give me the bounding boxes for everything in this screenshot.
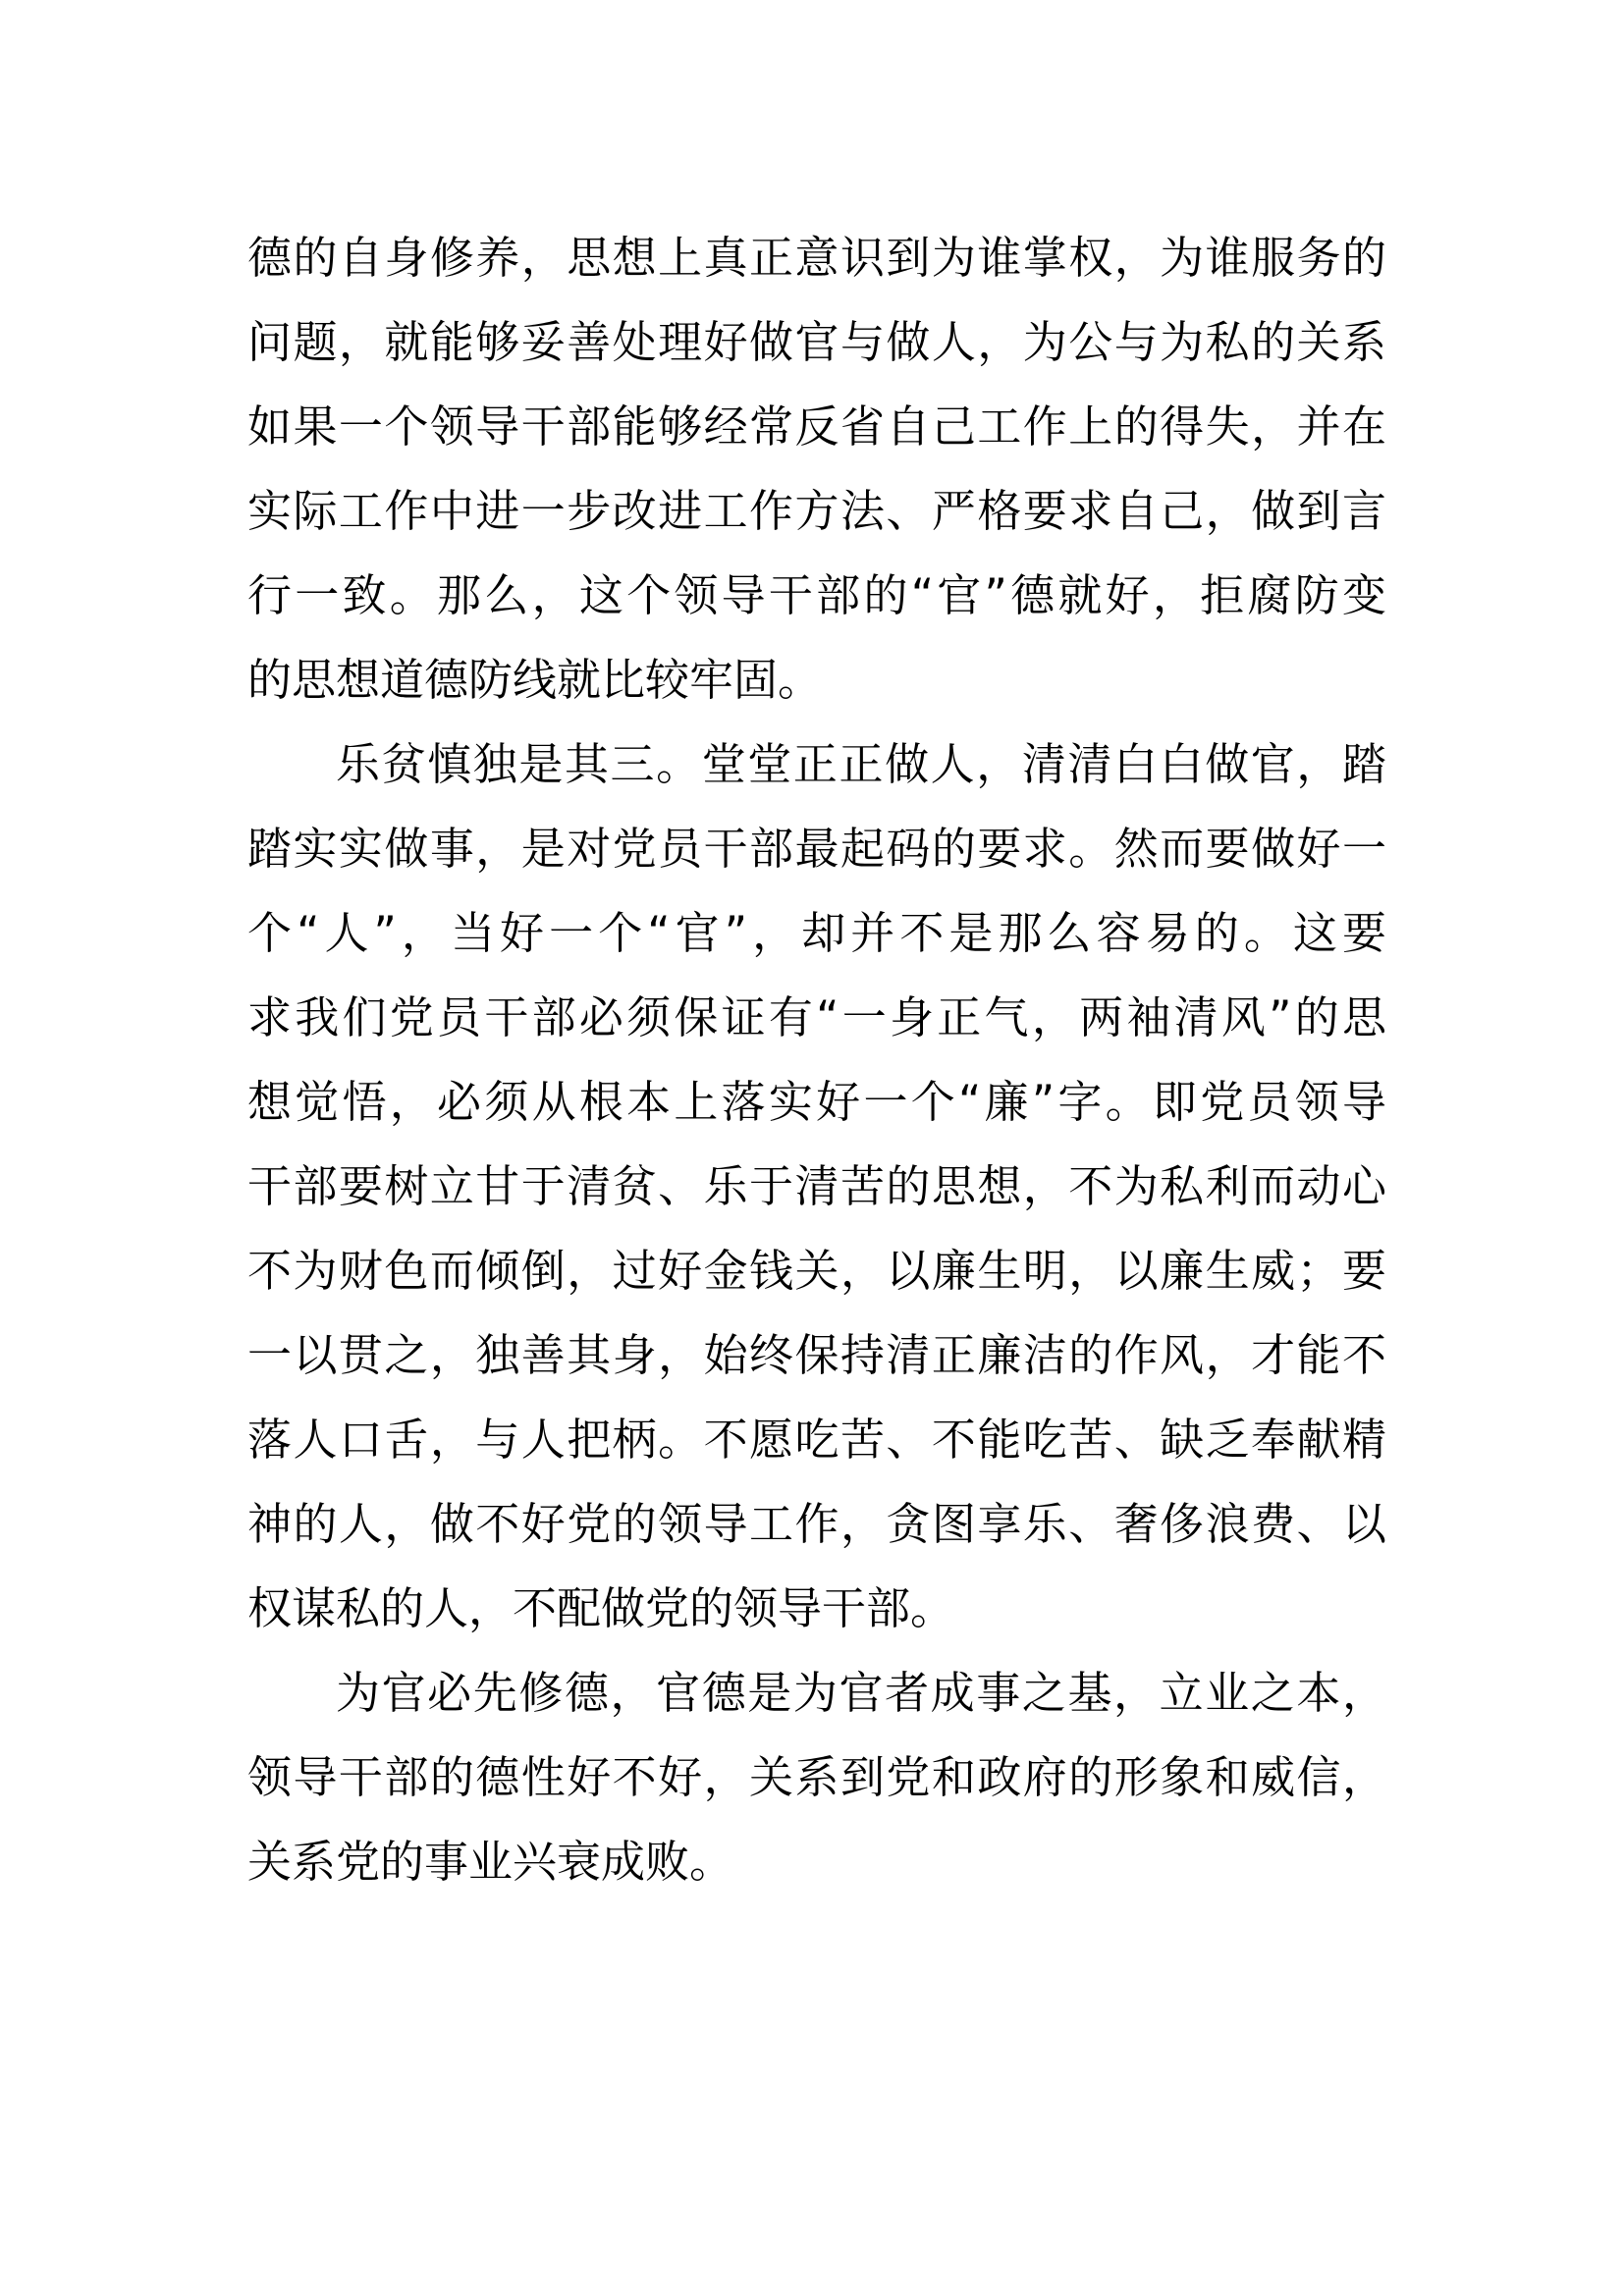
text-line: 个“人”，当好一个“官”，却并不是那么容易的。这要 — [247, 907, 1386, 959]
text-line: 权谋私的人，不配做党的领导干部。 — [247, 1582, 955, 1634]
text-line: 的思想道德防线就比较牢固。 — [247, 654, 823, 706]
text-line: 不为财色而倾倒，过好金钱关，以廉生明，以廉生威；要 — [247, 1245, 1386, 1297]
text-line: 一以贯之，独善其身，始终保持清正廉洁的作风，才能不 — [247, 1329, 1386, 1381]
text-line: 为官必先修德，官德是为官者成事之基，立业之本， — [336, 1667, 1386, 1719]
text-line: 踏实实做事，是对党员干部最起码的要求。然而要做好一 — [247, 823, 1386, 875]
body-text — [247, 216, 1386, 1904]
text-line: 乐贫慎独是其三。堂堂正正做人，清清白白做官，踏 — [336, 738, 1386, 790]
text-line: 神的人，做不好党的领导工作，贪图享乐、奢侈浪费、以 — [247, 1498, 1386, 1550]
text-line: 关系党的事业兴衰成败。 — [247, 1836, 734, 1888]
text-line: 想觉悟，必须从根本上落实好一个“廉”字。即党员领导 — [247, 1076, 1386, 1128]
text-line: 实际工作中进一步改进工作方法、严格要求自己，做到言 — [247, 485, 1386, 537]
text-line: 如果一个领导干部能够经常反省自己工作上的得失，并在 — [247, 400, 1386, 453]
text-line: 德的自身修养，思想上真正意识到为谁掌权，为谁服务的 — [247, 232, 1386, 284]
text-line: 求我们党员干部必须保证有“一身正气，两袖清风”的思 — [247, 991, 1386, 1043]
text-line: 问题，就能够妥善处理好做官与做人，为公与为私的关系 — [247, 316, 1386, 368]
text-line: 领导干部的德性好不好，关系到党和政府的形象和威信， — [247, 1751, 1386, 1803]
text-line: 干部要树立甘于清贫、乐于清苦的思想，不为私利而动心 — [247, 1160, 1386, 1212]
text-line: 落人口舌，与人把柄。不愿吃苦、不能吃苦、缺乏奉献精 — [247, 1414, 1386, 1466]
text-line: 行一致。那么，这个领导干部的“官”德就好，拒腐防变 — [247, 569, 1386, 621]
